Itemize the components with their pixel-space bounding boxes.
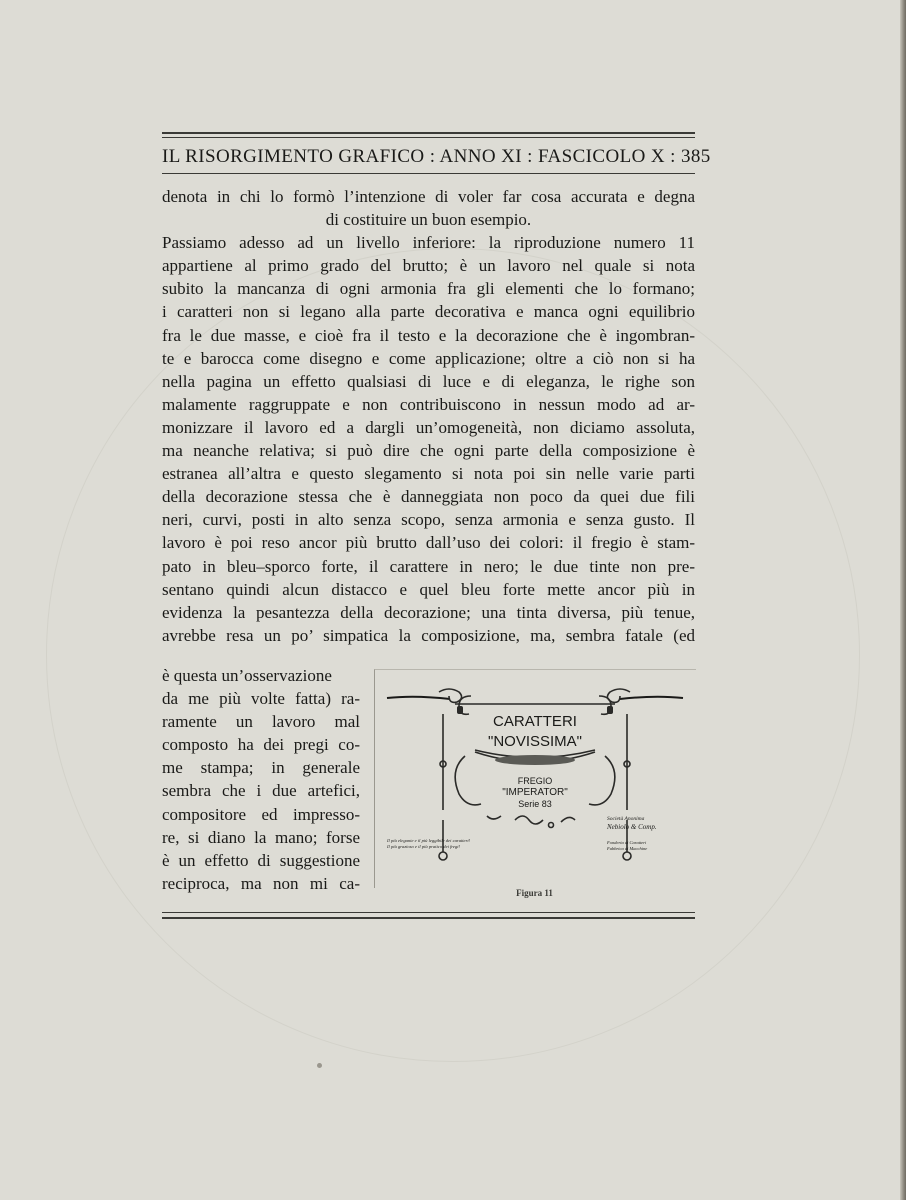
text-line: i caratteri non si legano alla parte decorativa e manca ogni equilibrio — [162, 302, 695, 322]
text-line: avrebbe resa un po’ simpatica la composizione, ma, sembra fatale (ed — [162, 625, 695, 645]
text-line: fra le due masse, e cioè fra il testo e la decorazione che è ingombran- — [162, 325, 695, 345]
figure-imperator: "IMPERATOR" — [502, 787, 568, 798]
text-line: monizzare il lavoro ed a dargli un’omogeneità, non diciamo assoluta, — [162, 417, 695, 437]
text-line: me stampa; in generale — [162, 758, 360, 778]
text-line: lavoro è poi reso ancor più brutto dall’uso dei colori: il fregio è stam- — [162, 533, 695, 553]
figure-serie: Serie 83 — [518, 799, 552, 809]
figure-fregio: FREGIO — [517, 776, 553, 786]
text-line: ma neanche relativa; si può dire che ogni parte della composizione è — [162, 441, 695, 461]
text-line: pato in bleu–sporco forte, il carattere in nero; le due tinte non pre- — [162, 556, 695, 576]
header-rule-inner — [162, 137, 695, 138]
header-rule-bottom — [162, 173, 695, 174]
text-line: te e barocca come disegno e come applicazione; oltre a ciò non si ha — [162, 348, 695, 368]
text-line: malamente raggruppate e non contribuiscono in nessun modo ad ar- — [162, 394, 695, 414]
left-fillet — [387, 697, 450, 699]
text-line: sembra che i due artefici, — [162, 781, 360, 801]
text-line: ramente un lavoro mal — [162, 712, 360, 732]
footer-rule-top — [162, 912, 695, 913]
text-line: è un effetto di suggestione — [162, 850, 360, 870]
text-line: nella pagina un effetto qualsiasi di luce e di eleganza, le righe son — [162, 371, 695, 391]
figure-11 — [374, 669, 696, 888]
text-line: sentano quindi alcun distacco e quel bleu forte mette ancor più in — [162, 579, 695, 599]
figure-left-note-1: Il più elegante e il più leggibile dei caratteri! — [387, 838, 471, 843]
text-line: re, si diano la mano; forse — [162, 827, 360, 847]
text-line: neri, curvi, posti in alto senza scopo, senza armonia e senza gusto. Il — [162, 510, 695, 530]
text-line: evidenza la pesantezza della decorazione; una tinta diversa, più tenue, — [162, 602, 695, 622]
text-line: denota in chi lo formò l’intenzione di voler far cosa accurata e degna — [162, 187, 695, 206]
page-edge — [900, 0, 906, 1200]
figure-right-note-2: Nebiolo & Comp. — [607, 823, 657, 831]
text-line: reciproca, ma non mi ca- — [162, 873, 360, 893]
running-header: IL RISORGIMENTO GRAFICO : ANNO XI : FASCICOLO X : 385 — [162, 146, 711, 167]
text-line: da me più volte fatta) ra- — [162, 689, 360, 709]
figure-left-note-2: Il più grazioso e il più pratico dei fregi! — [387, 844, 461, 849]
figure-title-1: CARATTERI — [493, 713, 577, 730]
column-paragraph — [162, 664, 360, 895]
text-line: composto ha dei pregi co- — [162, 735, 360, 755]
figure-caption: Figura 11 — [516, 888, 553, 898]
figure-illustration — [375, 670, 696, 888]
footer-rule-bottom — [162, 917, 695, 919]
paper-speck — [317, 1063, 322, 1068]
figure-title-2: "NOVISSIMA" — [488, 733, 582, 750]
text-line: della decorazione stessa che è danneggiata non poco da quei due fili — [162, 487, 695, 507]
figure-right-note-1: Società Anonima — [607, 816, 645, 822]
header-rule-top — [162, 132, 695, 134]
text-line: appartiene al primo grado del brutto; è un lavoro nel quale si nota — [162, 256, 695, 276]
text-line: subito la mancanza di ogni armonia fra gli elementi che lo formano; — [162, 279, 695, 299]
text-line: estranea all’altra e questo slegamento si nota poi sin nelle varie parti — [162, 464, 695, 484]
figure-right-note-4: Fabbrica di Macchine — [607, 846, 648, 851]
text-line: compositore ed impresso- — [162, 804, 360, 824]
right-fillet — [620, 697, 683, 699]
text-line: Passiamo adesso ad un livello inferiore: la riproduzione numero 11 — [162, 233, 695, 253]
text-line: di costituire un buon esempio. — [325, 210, 532, 230]
text-line: è questa un’osservazione — [162, 666, 332, 685]
body-paragraph — [162, 185, 695, 647]
figure-right-note-3: Fonderia di Caratteri — [607, 840, 647, 845]
